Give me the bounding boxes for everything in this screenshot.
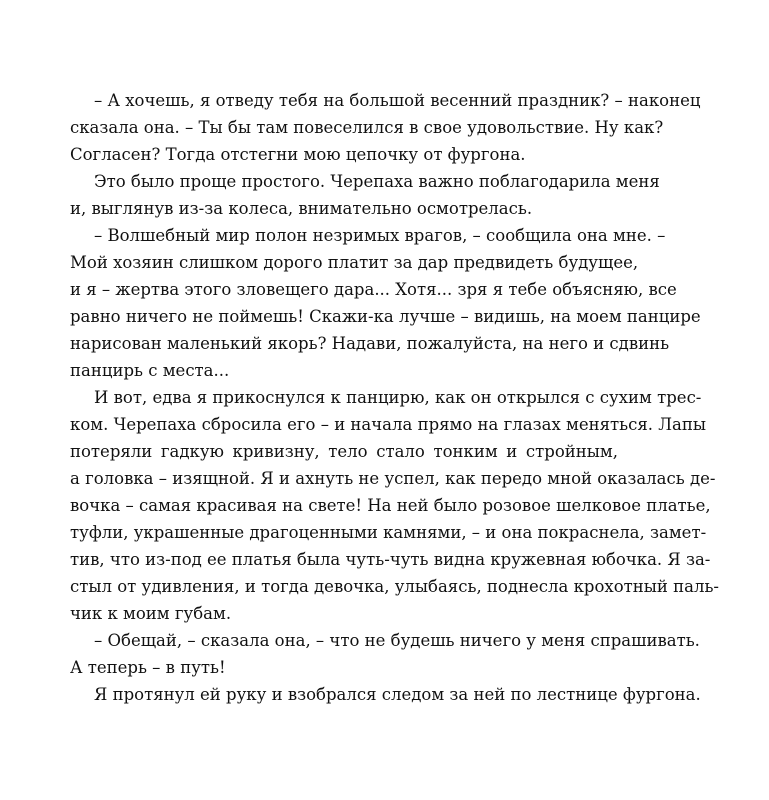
text-line: сказала она. – Ты бы там повеселился в свое удовольствие. Ну как?	[70, 118, 664, 137]
text-line: нарисован маленький якорь? Надави, пожалуйста, на него и сдвинь	[70, 334, 670, 353]
text-line: туфли, украшенные драгоценными камнями, – и она покраснела, замет-	[70, 523, 707, 542]
text-line: Согласен? Тогда отстегни мою цепочку от фургона.	[70, 145, 526, 164]
text-line: стыл от удивления, и тогда девочка, улыбаясь, поднесла крохотный паль-	[70, 577, 720, 596]
text-line: вочка – самая красивая на свете! На ней было розовое шелковое платье,	[70, 496, 711, 515]
text-line: ком. Черепаха сбросила его – и начала прямо на глазах меняться. Лапы	[70, 415, 706, 434]
text-line: И вот, едва я прикоснулся к панцирю, как он открылся с сухим трес-	[94, 388, 702, 407]
text-line: тив, что из-под ее платья была чуть-чуть видна кружевная юбочка. Я за-	[70, 550, 711, 569]
text-line: – Обещай, – сказала она, – что не будешь ничего у меня спрашивать.	[94, 631, 700, 650]
text-line: и я – жертва этого зловещего дара... Хотя... зря я тебе объясняю, все	[70, 280, 677, 299]
text-line: равно ничего не поймешь! Скажи-ка лучше – видишь, на моем панцире	[70, 307, 701, 326]
text-body	[70, 87, 720, 708]
text-line: Мой хозяин слишком дорого платит за дар предвидеть будущее,	[70, 253, 639, 272]
text-line: Это было проще простого. Черепаха важно поблагодарила меня	[94, 172, 660, 191]
text-line: панцирь с места...	[70, 361, 230, 380]
text-line: – Волшебный мир полон незримых врагов, – сообщила она мне. –	[94, 226, 666, 245]
text-line: Я протянул ей руку и взобрался следом за ней по лестнице фургона.	[94, 685, 701, 704]
text-line: потеряли гадкую кривизну, тело стало тонким и стройным,	[70, 442, 618, 461]
text-line: а головка – изящной. Я и ахнуть не успел, как передо мной оказалась де-	[70, 469, 716, 488]
text-line: А теперь – в путь!	[70, 658, 226, 677]
text-line: чик к моим губам.	[70, 604, 232, 623]
text-line: – А хочешь, я отведу тебя на большой весенний праздник? – наконец	[94, 91, 701, 110]
text-line: и, выглянув из-за колеса, внимательно осмотрелась.	[70, 199, 533, 218]
